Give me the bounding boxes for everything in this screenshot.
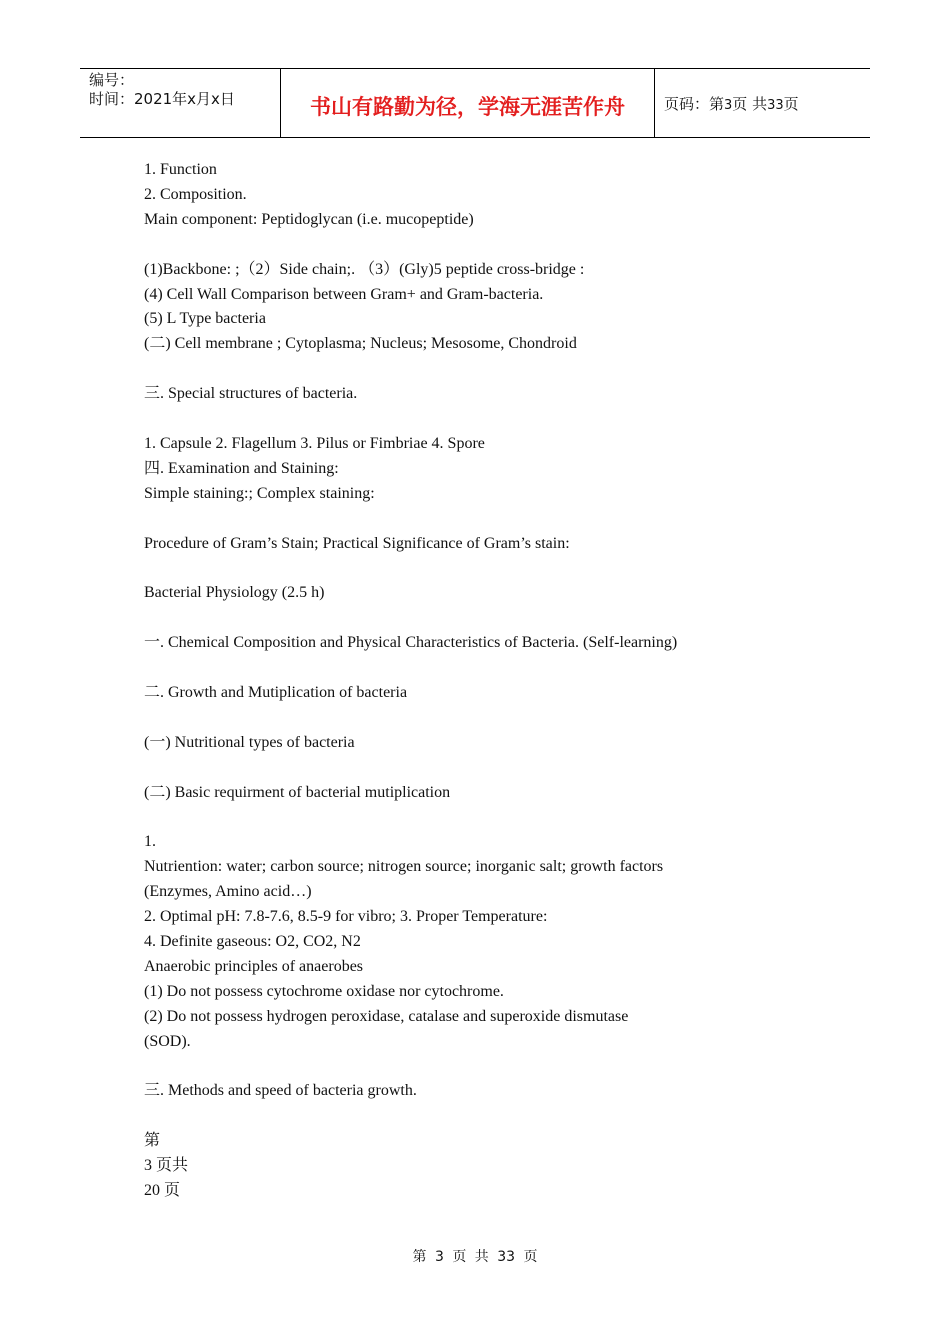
- blank-line: [144, 706, 764, 731]
- text-line: 1. Capsule 2. Flagellum 3. Pilus or Fimbriae 4. Spore: [144, 434, 485, 452]
- blank-line: [144, 606, 764, 631]
- footer-gong: 共: [474, 1249, 489, 1265]
- footer-total-pages: 33: [497, 1249, 516, 1265]
- date-label: 时间：2021年x月x日: [89, 90, 235, 108]
- text-line: 三. Methods and speed of bacteria growth.: [144, 1082, 417, 1100]
- text-line: 3 页共: [144, 1157, 189, 1175]
- text-line: (二) Cell membrane ; Cytoplasma; Nucleus; Mesosome, Chondroid: [144, 335, 577, 353]
- text-line: (1) Do not possess cytochrome oxidase nor cytochrome.: [144, 982, 504, 1000]
- header-meta: [80, 69, 281, 137]
- blank-line: [144, 556, 764, 581]
- text-line: 三. Special structures of bacteria.: [144, 385, 358, 403]
- blank-line: [144, 756, 764, 781]
- page-footer: [0, 1246, 950, 1266]
- page-prefix: 页码：第: [664, 95, 725, 113]
- blank-line: [144, 656, 764, 681]
- text-line: Main component: Peptidoglycan (i.e. mucopeptide): [144, 210, 474, 228]
- text-line: (1)Backbone: ;（2）Side chain;. （3）(Gly)5 peptide cross-bridge :: [144, 260, 585, 278]
- text-line: Anaerobic principles of anaerobes: [144, 957, 364, 975]
- motto: 书山有路勤为径，学海无涯苦作舟: [310, 95, 625, 119]
- text-line: Bacterial Physiology (2.5 h): [144, 584, 325, 602]
- text-line: 1.: [144, 833, 156, 851]
- text-line: 2. Optimal pH: 7.8-7.6, 8.5-9 for vibro; 3. Proper Temperature:: [144, 908, 548, 926]
- footer-ye: 页: [452, 1249, 467, 1265]
- text-line: (二) Basic requirment of bacterial mutiplication: [144, 783, 451, 801]
- text-line: (一) Nutritional types of bacteria: [144, 733, 355, 751]
- text-line: 一. Chemical Composition and Physical Characteristics of Bacteria. (Self-learning): [144, 634, 678, 652]
- text-line: (2) Do not possess hydrogen peroxidase, catalase and superoxide dismutase: [144, 1007, 629, 1025]
- blank-line: [144, 233, 764, 258]
- document-body: [144, 158, 764, 1204]
- blank-line: [144, 805, 764, 830]
- text-line: 二. Growth and Mutiplication of bacteria: [144, 683, 408, 701]
- text-line: Procedure of Gram’s Stain; Practical Significance of Gram’s stain:: [144, 534, 570, 552]
- number-label: 编号：: [89, 71, 135, 89]
- text-line: (5) L Type bacteria: [144, 310, 266, 328]
- page-suffix: 页: [783, 95, 799, 113]
- footer-di: 第: [412, 1249, 427, 1265]
- header-motto-cell: [281, 69, 655, 137]
- blank-line: [144, 357, 764, 382]
- text-line: (4) Cell Wall Comparison between Gram+ and Gram-bacteria.: [144, 285, 544, 303]
- blank-line: [144, 1054, 764, 1079]
- text-line: Nutriention: water; carbon source; nitrogen source; inorganic salt; growth factors: [144, 858, 664, 876]
- text-line: 四. Examination and Staining:: [144, 459, 339, 477]
- blank-line: [144, 507, 764, 532]
- text-line: 20 页: [144, 1181, 181, 1199]
- blank-line: [144, 1104, 764, 1129]
- page-header: [80, 68, 870, 138]
- text-line: 4. Definite gaseous: O2, CO2, N2: [144, 932, 361, 950]
- header-page-info: [655, 69, 870, 137]
- text-line: (SOD).: [144, 1032, 191, 1050]
- page-mid: 页 共: [732, 95, 768, 113]
- text-line: 第: [144, 1132, 161, 1150]
- text-line: 2. Composition.: [144, 185, 247, 203]
- text-line: (Enzymes, Amino acid…): [144, 883, 312, 901]
- page-current: 3: [724, 98, 733, 113]
- footer-current-page: 3: [434, 1249, 444, 1265]
- footer-ye-end: 页: [523, 1249, 538, 1265]
- page-total: 33: [767, 98, 784, 113]
- blank-line: [144, 407, 764, 432]
- text-line: Simple staining:; Complex staining:: [144, 484, 375, 502]
- text-line: 1. Function: [144, 161, 217, 178]
